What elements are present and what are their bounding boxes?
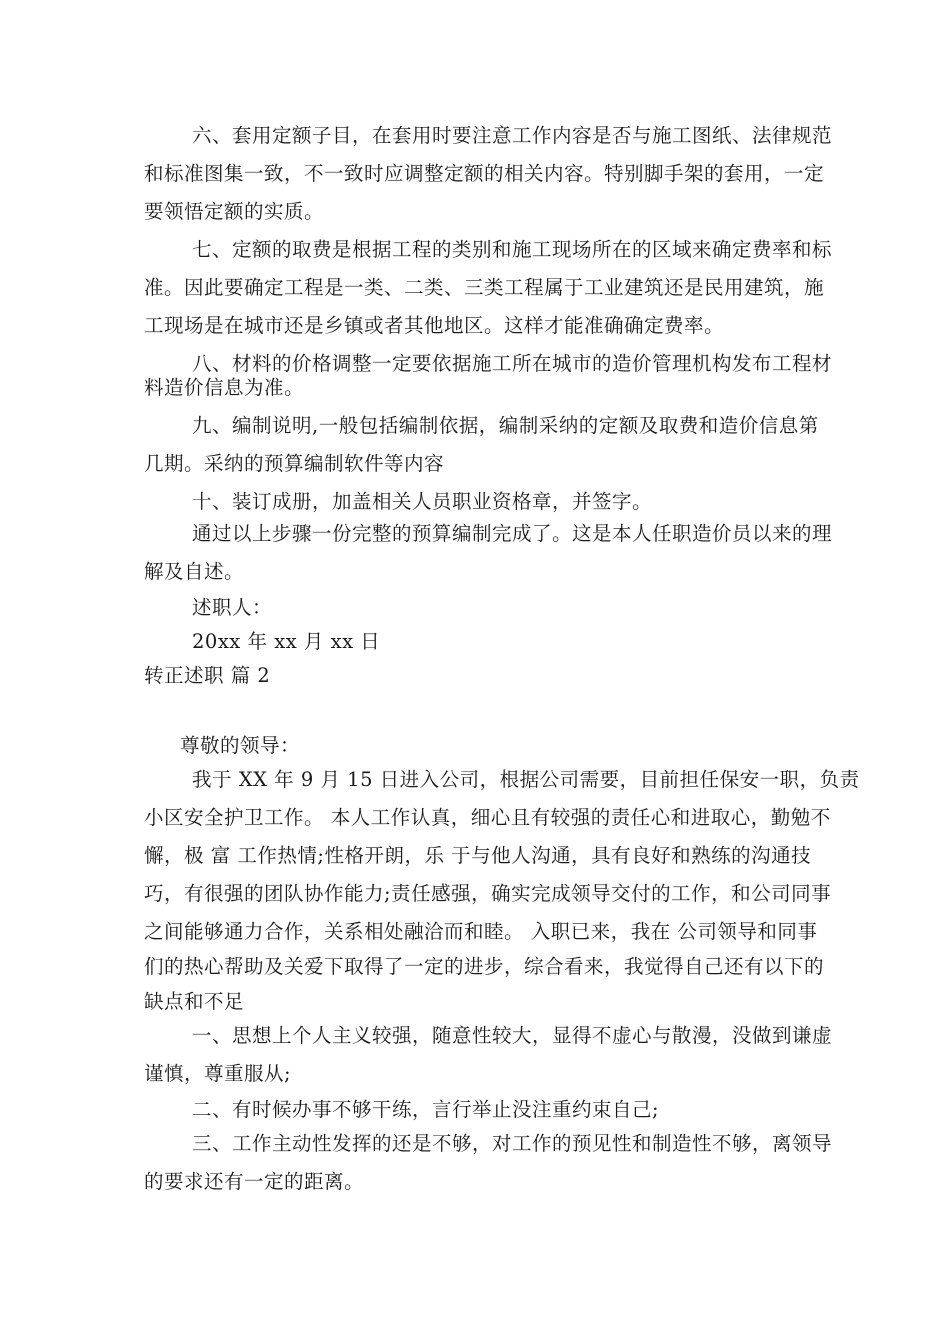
paragraph-line: 我于 XX 年 9 月 15 日进入公司，根据公司需要，目前担任保安一职，负责: [192, 768, 860, 791]
paragraph-line: 十、装订成册，加盖相关人员职业资格章，并签字。: [192, 490, 653, 513]
signature-date: 20xx 年 xx 月 xx 日: [192, 630, 381, 653]
paragraph-line: 几期。采纳的预算编制软件等内容: [144, 452, 445, 475]
paragraph-line: 缺点和不足: [144, 990, 245, 1013]
paragraph-line: 八、材料的价格调整一定要依据施工所在城市的造价管理机构发布工程材: [192, 352, 833, 375]
section-heading: 转正述职 篇 2: [144, 664, 271, 687]
paragraph-line: 和标准图集一致，不一致时应调整定额的相关内容。特别脚手架的套用，一定: [144, 162, 825, 185]
paragraph-line: 的要求还有一定的距离。: [144, 1170, 365, 1193]
paragraph-line: 解及自述。: [144, 560, 245, 583]
paragraph-line: 巧，有很强的团队协作能力;责任感强，确实完成领导交付的工作，和公司同事: [144, 882, 832, 905]
paragraph-line: 九、编制说明,一般包括编制依据，编制采纳的定额及取费和造价信息第: [192, 414, 819, 437]
signer-label: 述职人：: [192, 596, 273, 619]
paragraph-line: 工现场是在城市还是乡镇或者其他地区。这样才能准确确定费率。: [144, 314, 725, 337]
paragraph-line: 懈，极 富 工作热情;性格开朗，乐 于与他人沟通，具有良好和熟练的沟通技: [144, 844, 812, 867]
paragraph-line: 之间能够通力合作，关系相处融洽而和睦。 入职已来，我在 公司领导和同事: [144, 920, 818, 943]
paragraph-line: 料造价信息为准。: [144, 376, 305, 399]
paragraph-line: 通过以上步骤一份完整的预算编制完成了。这是本人任职造价员以来的理: [192, 522, 833, 545]
salutation: 尊敬的领导：: [180, 734, 301, 757]
paragraph-line: 们的热心帮助及关爱下取得了一定的进步，综合看来，我觉得自己还有以下的: [144, 955, 825, 978]
paragraph-line: 六、套用定额子目，在套用时要注意工作内容是否与施工图纸、法律规范: [192, 124, 833, 147]
paragraph-line: 谨慎，尊重服从;: [144, 1062, 292, 1085]
paragraph-line: 要领悟定额的实质。: [144, 200, 325, 223]
paragraph-line: 小区安全护卫工作。 本人工作认真，细心且有较强的责任心和进取心，勤勉不: [144, 806, 831, 829]
paragraph-line: 一、思想上个人主义较强，随意性较大，显得不虚心与散漫，没做到谦虚: [192, 1024, 833, 1047]
paragraph-line: 三、工作主动性发挥的还是不够，对工作的预见性和制造性不够，离领导: [192, 1132, 833, 1155]
paragraph-line: 七、定额的取费是根据工程的类别和施工现场所在的区域来确定费率和标: [192, 238, 833, 261]
paragraph-line: 准。因此要确定工程是一类、二类、三类工程属于工业建筑还是民用建筑，施: [144, 276, 825, 299]
paragraph-line: 二、有时候办事不够干练，言行举止没注重约束自己;: [192, 1098, 660, 1121]
